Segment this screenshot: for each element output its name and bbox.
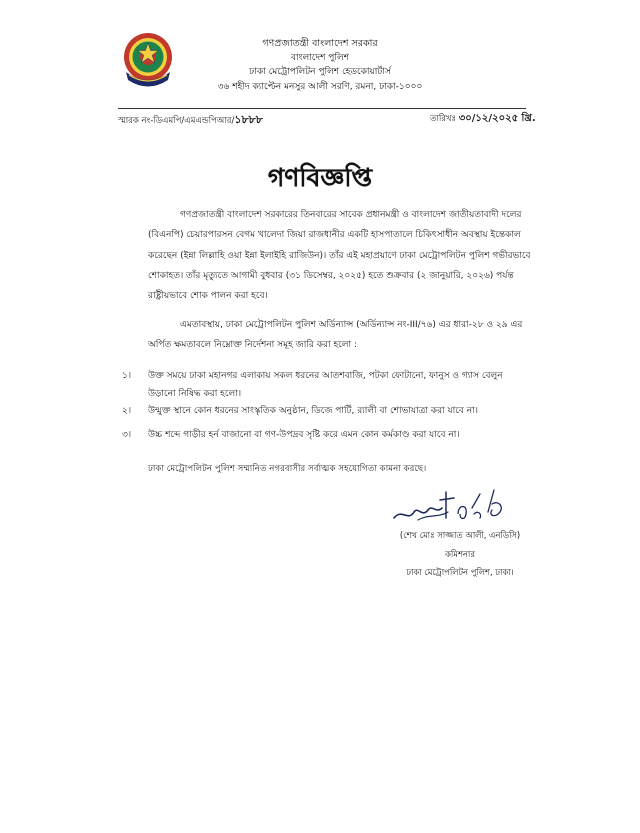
paragraph-line: করেছেন (ইন্না লিল্লাহি ওয়া ইন্না ইলাইহি রাজিউন)। তাঁর এই মহাপ্রয়াণে ঢাকা মেট্রোপলিটন পুলিশ গভীরভাবে (148, 250, 531, 261)
letterhead-line-police: বাংলাদেশ পুলিশ (290, 53, 350, 64)
memo-date (430, 111, 536, 128)
list-item-text: উক্ত সময়ে ঢাকা মহানগর এলাকায় সকল ধরনের আতশবাজি, পটকা ফোটানো, ফানুস ও গ্যাস বেলুন (148, 371, 503, 381)
letterhead (0, 37, 640, 94)
signature-icon (388, 478, 512, 533)
memo-date-value: ৩০/১২/২০২৫ খ্রি. (458, 113, 536, 124)
list-item-text: উড়ানো নিষিদ্ধ করা হলো। (148, 388, 242, 399)
paragraph-line: অর্পিত ক্ষমতাবলে নিম্নোক্ত নির্দেশনা সমূহ জারি করা হলো : (148, 340, 357, 351)
paragraph-announcement (148, 205, 531, 306)
letterhead-line-address: ৩৬ শহীদ ক্যাপ্টেন মনসুর আলী সরণি, রমনা, ঢাকা-১০০০ (217, 81, 423, 92)
list-item-text: উচ্চ শব্দে গাড়ীর হর্ন বাজানো বা গণ-উপদ্রব সৃষ্টি করে এমন কোন কর্মকাণ্ড করা যাবে না। (148, 430, 460, 440)
paragraph-line: শোকাহত। তাঁর মৃত্যুতে আগামী বুধবার (৩১ ডিসেম্বর, ২০২৫) হতে শুক্রবার (২ জানুয়ারি, ২০২৬) পর্যন্ত (148, 270, 514, 281)
memo-ref-number: ১৮৮৮ (234, 113, 263, 126)
page-title: গণবিজ্ঞপ্তি (267, 163, 373, 192)
list-item-number: ২। (122, 406, 132, 416)
closing-statement: ঢাকা মেট্রোপলিটন পুলিশ সম্মানিত নগরবাসীর সর্বাত্মক সহযোগিতা কামনা করছে। (148, 464, 427, 474)
header-divider (118, 108, 526, 109)
paragraph-order (148, 315, 528, 356)
list-item-text: উন্মুক্ত স্থানে কোন ধরনের সাংস্কৃতিক অনুষ্ঠান, ডিজে পার্টি, র‍্যালী বা শোভাযাত্রা করা যাবে না। (148, 406, 478, 416)
paragraph-line: গণপ্রজাতন্ত্রী বাংলাদেশ সরকারের তিনবারের সাবেক প্রধানমন্ত্রী ও বাংলাদেশ জাতীয়তাবাদী দলের (180, 210, 522, 220)
paragraph-line: (বিএনপি) চেয়ারপারসন বেগম খালেদা জিয়া রাজধানীর একটি হাসপাতালে চিকিৎসাধীন অবস্থায় ইন্তেকাল (148, 230, 521, 241)
signatory-designation: কমিশনার (445, 548, 475, 559)
memo-date-label: তারিখঃ (430, 114, 457, 124)
signatory-name: (শেখ মোঃ সাজ্জাত আলী, এনডিসি) (399, 530, 521, 540)
signature-block (375, 526, 545, 582)
letterhead-line-hq: ঢাকা মেট্রোপলিটন পুলিশ হেডকোয়ার্টার্স (249, 67, 391, 78)
paragraph-line: রাষ্ট্রীয়ভাবে শোক পালন করা হবে। (148, 291, 268, 302)
paragraph-line: এমতাবস্থায়, ঢাকা মেট্রোপলিটন পুলিশ অর্ডিন্যান্স (অর্ডিন্যান্স নং-III/৭৬) এর ধারা-২৮ ও ২৯ এর (180, 320, 523, 330)
memo-reference (118, 111, 263, 130)
list-item-number: ৩। (122, 430, 132, 440)
letterhead-line-government: গণপ্রজাতন্ত্রী বাংলাদেশ সরকার (262, 38, 378, 49)
memo-ref-label: স্মারক নং-ডিএমপি/এমএন্ডপিআর/ (118, 116, 235, 126)
signatory-office: ঢাকা মেট্রোপলিটন পুলিশ, ঢাকা। (406, 567, 514, 577)
list-item-number: ১। (122, 371, 132, 381)
